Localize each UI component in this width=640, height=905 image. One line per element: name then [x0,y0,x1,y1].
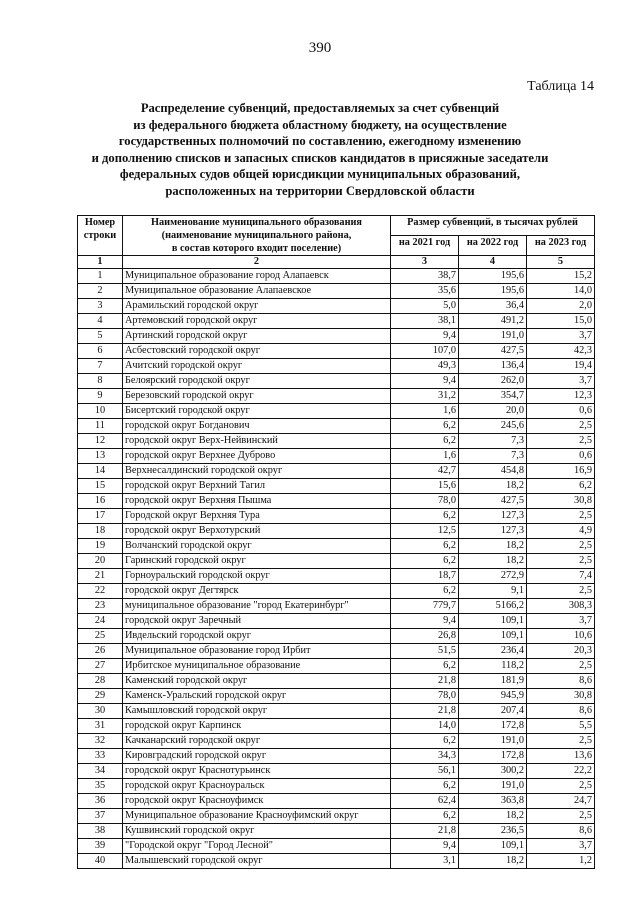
value-2021: 5,0 [391,299,459,314]
municipality-name: городской округ Верхнее Дуброво [123,449,391,464]
table-row [78,704,595,719]
table-row [78,449,595,464]
value-2023: 3,7 [527,329,595,344]
title-line: государственных полномочий по составлению, ежегодному изменению [118,134,522,149]
table-row [78,419,595,434]
column-index-row [78,256,595,269]
table-row [78,434,595,449]
value-2021: 1,6 [391,449,459,464]
value-2021: 78,0 [391,689,459,704]
header-year-2021: на 2021 год [391,236,459,256]
municipality-name: городской округ Богданович [123,419,391,434]
value-2022: 18,2 [459,479,527,494]
row-number: 18 [78,524,123,539]
value-2021: 9,4 [391,329,459,344]
table-row [78,539,595,554]
row-number: 25 [78,629,123,644]
row-number: 28 [78,674,123,689]
table-row [78,554,595,569]
value-2023: 2,5 [527,584,595,599]
row-number: 40 [78,854,123,869]
value-2021: 51,5 [391,644,459,659]
row-number: 39 [78,839,123,854]
table-body [78,269,595,869]
row-number: 2 [78,284,123,299]
municipality-name: Бисертский городской округ [123,404,391,419]
table-row [78,779,595,794]
value-2021: 1,6 [391,404,459,419]
value-2022: 363,8 [459,794,527,809]
row-number: 13 [78,449,123,464]
value-2023: 1,2 [527,854,595,869]
municipality-name: Муниципальное образование город Ирбит [123,644,391,659]
title-line: расположенных на территории Свердловской области [165,183,475,198]
value-2021: 107,0 [391,344,459,359]
value-2022: 195,6 [459,284,527,299]
municipality-name: городской округ Заречный [123,614,391,629]
municipality-name: городской округ Верхний Тагил [123,479,391,494]
value-2021: 31,2 [391,389,459,404]
value-2023: 2,5 [527,734,595,749]
value-2023: 16,9 [527,464,595,479]
value-2023: 5,5 [527,719,595,734]
column-index: 2 [123,256,391,269]
municipality-name: муниципальное образование "город Екатеринбург" [123,599,391,614]
row-number: 5 [78,329,123,344]
value-2022: 18,2 [459,539,527,554]
value-2021: 56,1 [391,764,459,779]
table-row [78,719,595,734]
table-row [78,404,595,419]
row-number: 16 [78,494,123,509]
row-number: 17 [78,509,123,524]
value-2023: 15,2 [527,269,595,284]
column-index: 1 [78,256,123,269]
table-row [78,299,595,314]
value-2021: 6,2 [391,554,459,569]
value-2023: 2,5 [527,779,595,794]
value-2023: 13,6 [527,749,595,764]
row-number: 30 [78,704,123,719]
value-2023: 2,5 [527,554,595,569]
row-number: 34 [78,764,123,779]
value-2023: 2,5 [527,419,595,434]
table-row [78,839,595,854]
value-2021: 38,7 [391,269,459,284]
row-number: 10 [78,404,123,419]
row-number: 27 [78,659,123,674]
table-label: Таблица 14 [527,79,594,94]
header-row-number-line1: Номер [84,217,116,228]
value-2021: 34,3 [391,749,459,764]
municipality-name: Асбестовский городской округ [123,344,391,359]
header-name-line2: (наименование муниципального района, [161,230,352,241]
value-2021: 6,2 [391,539,459,554]
table-row [78,794,595,809]
value-2021: 6,2 [391,734,459,749]
row-number: 14 [78,464,123,479]
value-2022: 191,0 [459,779,527,794]
table-row [78,644,595,659]
value-2021: 9,4 [391,374,459,389]
value-2022: 427,5 [459,344,527,359]
value-2023: 20,3 [527,644,595,659]
municipality-name: Гаринский городской округ [123,554,391,569]
value-2023: 2,5 [527,539,595,554]
table-row [78,359,595,374]
row-number: 29 [78,689,123,704]
municipality-name: городской округ Карпинск [123,719,391,734]
value-2022: 18,2 [459,554,527,569]
row-number: 8 [78,374,123,389]
value-2022: 18,2 [459,854,527,869]
table-row [78,314,595,329]
row-number: 11 [78,419,123,434]
value-2022: 207,4 [459,704,527,719]
row-number: 33 [78,749,123,764]
municipality-name: Волчанский городской округ [123,539,391,554]
value-2023: 3,7 [527,614,595,629]
row-number: 15 [78,479,123,494]
value-2023: 3,7 [527,374,595,389]
value-2021: 49,3 [391,359,459,374]
row-number: 35 [78,779,123,794]
municipality-name: городской округ Красноуфимск [123,794,391,809]
value-2023: 19,4 [527,359,595,374]
value-2022: 945,9 [459,689,527,704]
table-row [78,509,595,524]
value-2023: 12,3 [527,389,595,404]
value-2022: 109,1 [459,629,527,644]
table-row [78,284,595,299]
municipality-name: Арамильский городской округ [123,299,391,314]
value-2023: 30,8 [527,689,595,704]
municipality-name: Каменск-Уральский городской округ [123,689,391,704]
value-2021: 62,4 [391,794,459,809]
municipality-name: Горноуральский городской округ [123,569,391,584]
value-2022: 9,1 [459,584,527,599]
value-2022: 127,3 [459,524,527,539]
value-2021: 9,4 [391,614,459,629]
title-line: и дополнению списков и запасных списков кандидатов в присяжные заседатели [91,150,549,165]
row-number: 21 [78,569,123,584]
value-2023: 6,2 [527,479,595,494]
value-2023: 0,6 [527,449,595,464]
document-title [80,100,560,200]
header-name-line3: в состав которого входит поселение) [171,243,342,254]
value-2023: 10,6 [527,629,595,644]
row-number: 9 [78,389,123,404]
value-2021: 42,7 [391,464,459,479]
municipality-name: городской округ Верх-Нейвинский [123,434,391,449]
value-2022: 172,8 [459,719,527,734]
table-row [78,389,595,404]
value-2022: 127,3 [459,509,527,524]
value-2023: 2,5 [527,509,595,524]
value-2022: 5166,2 [459,599,527,614]
municipality-name: Ирбитское муниципальное образование [123,659,391,674]
municipality-name: Ивдельский городской округ [123,629,391,644]
municipality-name: Камышловский городской округ [123,704,391,719]
value-2022: 300,2 [459,764,527,779]
value-2021: 6,2 [391,809,459,824]
value-2021: 3,1 [391,854,459,869]
header-year-2022: на 2022 год [459,236,527,256]
value-2022: 109,1 [459,614,527,629]
row-number: 4 [78,314,123,329]
title-line: федеральных судов общей юрисдикции муниципальных образований, [119,167,521,182]
value-2022: 245,6 [459,419,527,434]
value-2021: 38,1 [391,314,459,329]
row-number: 19 [78,539,123,554]
table-row [78,809,595,824]
table-row [78,269,595,284]
value-2023: 22,2 [527,764,595,779]
title-line: из федерального бюджета областному бюджету, на осуществление [133,117,507,132]
value-2022: 118,2 [459,659,527,674]
table-row [78,749,595,764]
value-2021: 6,2 [391,584,459,599]
row-number: 1 [78,269,123,284]
municipality-name: городской округ Верхняя Пышма [123,494,391,509]
value-2022: 109,1 [459,839,527,854]
header-row-number-line2: строки [83,230,117,241]
table-row [78,494,595,509]
value-2022: 18,2 [459,809,527,824]
municipality-name: Березовский городской округ [123,389,391,404]
table-row [78,659,595,674]
value-2023: 308,3 [527,599,595,614]
municipality-name: Кушвинский городской округ [123,824,391,839]
row-number: 7 [78,359,123,374]
municipality-name: Кировградский городской округ [123,749,391,764]
table-row [78,524,595,539]
value-2021: 21,8 [391,674,459,689]
value-2022: 272,9 [459,569,527,584]
value-2021: 6,2 [391,419,459,434]
value-2023: 7,4 [527,569,595,584]
value-2022: 181,9 [459,674,527,689]
municipality-name: Артемовский городской округ [123,314,391,329]
row-number: 26 [78,644,123,659]
table-row [78,374,595,389]
row-number: 23 [78,599,123,614]
header-year-2023: на 2023 год [527,236,595,256]
table-row [78,689,595,704]
municipality-name: Каменский городской округ [123,674,391,689]
table-row [78,629,595,644]
municipality-name: Ачитский городской округ [123,359,391,374]
value-2023: 15,0 [527,314,595,329]
row-number: 38 [78,824,123,839]
municipality-name: "Городской округ "Город Лесной" [123,839,391,854]
municipality-name: городской округ Краснотурьинск [123,764,391,779]
subvention-table [77,215,595,869]
municipality-name: городской округ Дегтярск [123,584,391,599]
table-row [78,614,595,629]
municipality-name: Верхнесалдинский городской округ [123,464,391,479]
value-2022: 36,4 [459,299,527,314]
value-2021: 6,2 [391,509,459,524]
table-row [78,344,595,359]
header-row-number [78,216,123,256]
column-index: 5 [527,256,595,269]
value-2023: 8,6 [527,824,595,839]
value-2022: 191,0 [459,329,527,344]
municipality-name: Артинский городской округ [123,329,391,344]
value-2022: 20,0 [459,404,527,419]
table-row [78,764,595,779]
value-2021: 14,0 [391,719,459,734]
value-2023: 8,6 [527,704,595,719]
value-2021: 6,2 [391,434,459,449]
value-2023: 30,8 [527,494,595,509]
table-row [78,674,595,689]
value-2022: 195,6 [459,269,527,284]
row-number: 37 [78,809,123,824]
value-2023: 14,0 [527,284,595,299]
column-index: 3 [391,256,459,269]
row-number: 31 [78,719,123,734]
value-2021: 78,0 [391,494,459,509]
value-2021: 21,8 [391,824,459,839]
value-2022: 7,3 [459,434,527,449]
value-2023: 8,6 [527,674,595,689]
row-number: 24 [78,614,123,629]
value-2023: 3,7 [527,839,595,854]
header-name-line1: Наименование муниципального образования [150,217,362,228]
municipality-name: Муниципальное образование Алапаевское [123,284,391,299]
value-2022: 236,4 [459,644,527,659]
value-2022: 427,5 [459,494,527,509]
table-row [78,854,595,869]
value-2023: 2,0 [527,299,595,314]
table-row [78,569,595,584]
value-2023: 2,5 [527,809,595,824]
table-row [78,329,595,344]
value-2021: 779,7 [391,599,459,614]
row-number: 36 [78,794,123,809]
table-row [78,464,595,479]
municipality-name: Белоярский городской округ [123,374,391,389]
value-2022: 7,3 [459,449,527,464]
municipality-name: Муниципальное образование Красноуфимский округ [123,809,391,824]
value-2021: 12,5 [391,524,459,539]
column-index: 4 [459,256,527,269]
value-2021: 15,6 [391,479,459,494]
municipality-name: Городской округ Верхняя Тура [123,509,391,524]
page-number: 390 [308,40,332,56]
municipality-name: городской округ Красноуральск [123,779,391,794]
header-municipality-name [123,216,391,256]
value-2021: 18,7 [391,569,459,584]
table-row [78,599,595,614]
row-number: 12 [78,434,123,449]
value-2021: 21,8 [391,704,459,719]
municipality-name: Муниципальное образование город Алапаевск [123,269,391,284]
value-2021: 26,8 [391,629,459,644]
title-line: Распределение субвенций, предоставляемых за счет субвенций [140,101,500,115]
value-2022: 136,4 [459,359,527,374]
value-2022: 454,8 [459,464,527,479]
value-2021: 9,4 [391,839,459,854]
value-2022: 354,7 [459,389,527,404]
value-2022: 236,5 [459,824,527,839]
value-2022: 191,0 [459,734,527,749]
row-number: 3 [78,299,123,314]
municipality-name: Качканарский городской округ [123,734,391,749]
table-row [78,734,595,749]
municipality-name: Малышевский городской округ [123,854,391,869]
value-2023: 24,7 [527,794,595,809]
value-2022: 262,0 [459,374,527,389]
row-number: 32 [78,734,123,749]
row-number: 22 [78,584,123,599]
value-2023: 4,9 [527,524,595,539]
value-2022: 172,8 [459,749,527,764]
header-subvention-size: Размер субвенций, в тысячах рублей [391,216,595,236]
value-2023: 2,5 [527,659,595,674]
value-2021: 35,6 [391,284,459,299]
value-2021: 6,2 [391,779,459,794]
value-2022: 491,2 [459,314,527,329]
value-2021: 6,2 [391,659,459,674]
table-row [78,584,595,599]
municipality-name: городской округ Верхотурский [123,524,391,539]
table-row [78,824,595,839]
value-2023: 2,5 [527,434,595,449]
value-2023: 0,6 [527,404,595,419]
value-2023: 42,3 [527,344,595,359]
table-row [78,479,595,494]
row-number: 6 [78,344,123,359]
row-number: 20 [78,554,123,569]
